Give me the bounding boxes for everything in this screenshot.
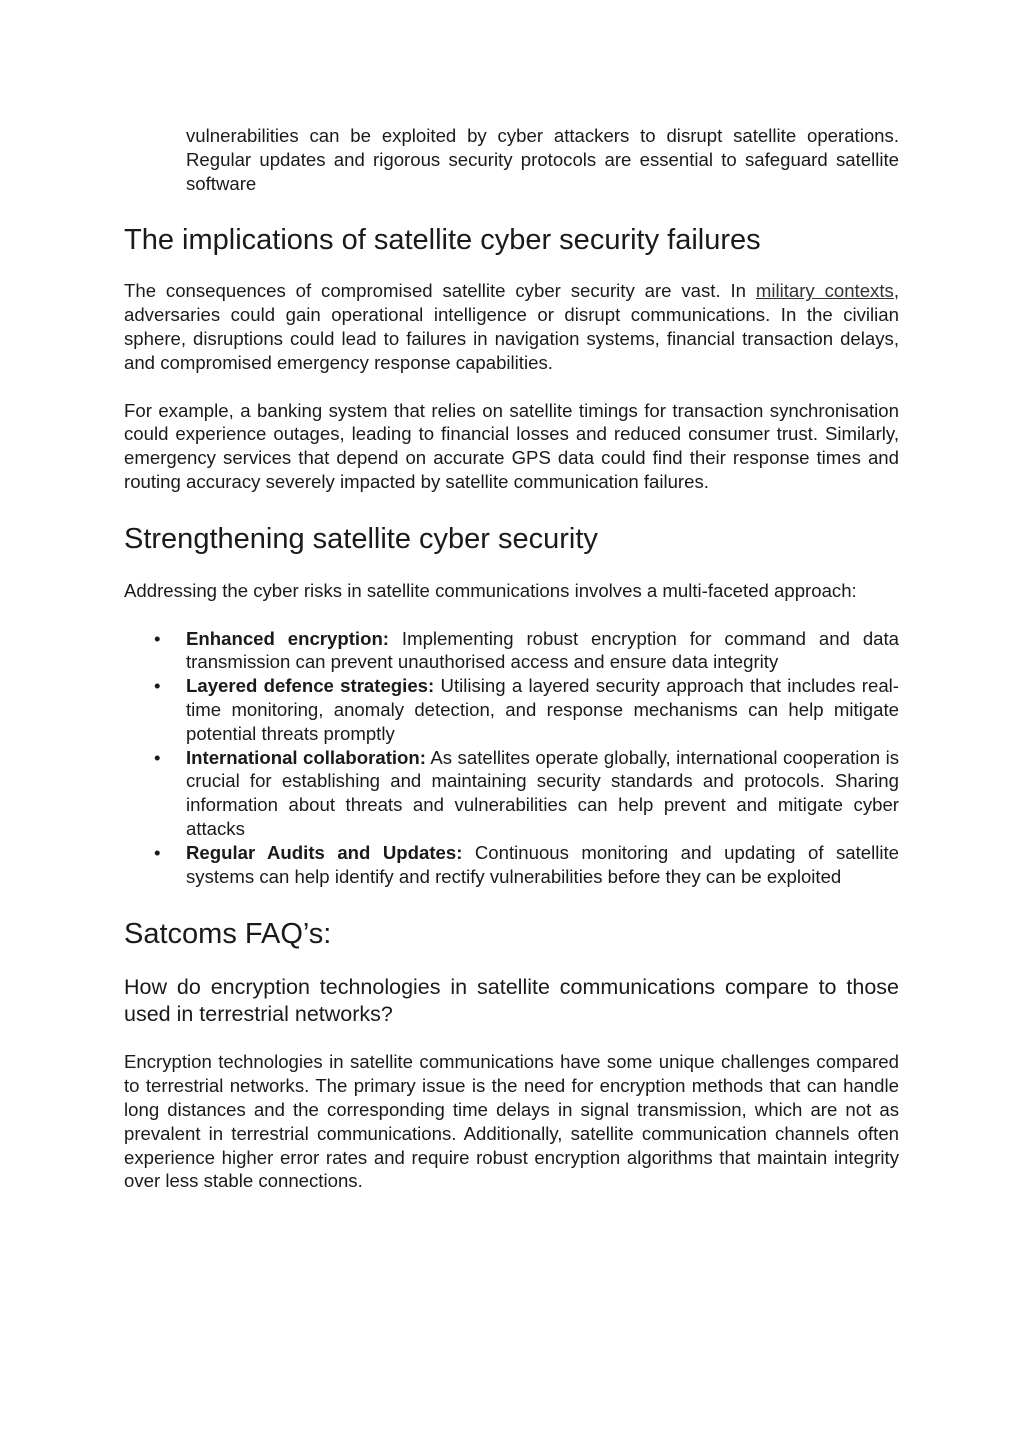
strengthening-heading: Strengthening satellite cyber security bbox=[124, 522, 598, 555]
faq-answer-paragraph: Encryption technologies in satellite communications have some unique challenges compared to terrestrial networks. The primary issue is the need for encryption methods that can handle long distances and the corresponding time delays in signal transmission, which are not as prevalent in terrestrial communications. Additionally, satellite communication channels often experience higher error rates and require robust encryption algorithms that maintain integrity over less stable connections. bbox=[124, 1051, 899, 1192]
list-item-text: Continuous monitoring and updating of satellite systems can help identify and rectify vulnerabilities before they can be exploited bbox=[186, 841, 899, 887]
list-item-title: Layered defence strategies: bbox=[186, 675, 435, 697]
strengthening-list bbox=[124, 627, 899, 889]
implications-p1-before: The consequences of compromised satellite cyber security are vast. In bbox=[124, 280, 756, 302]
list-item-text: Utilising a layered security approach that includes real-time monitoring, anomaly detection, and response mechanisms can help mitigate potential threats promptly bbox=[186, 675, 899, 744]
list-item-international-collaboration bbox=[124, 746, 899, 841]
list-item-title: Regular Audits and Updates: bbox=[186, 841, 463, 863]
intro-continuation-paragraph: vulnerabilities can be exploited by cyber attackers to disrupt satellite operations. Regular updates and rigorous security protocols are essential to safeguard satellite software bbox=[186, 125, 899, 194]
list-item-layered-defence bbox=[124, 674, 899, 745]
implications-p1-after: , adversaries could gain operational intelligence or disrupt communications. In the civilian sphere, disruptions could lead to failures in navigation systems, financial transaction delays, and compromised emergency response capabilities. bbox=[124, 280, 899, 373]
implications-heading: The implications of satellite cyber security failures bbox=[124, 224, 761, 257]
list-item-enhanced-encryption bbox=[124, 627, 899, 675]
list-item-regular-audits bbox=[124, 841, 899, 889]
list-item-title: International collaboration: bbox=[186, 746, 426, 768]
implications-paragraph-1 bbox=[124, 279, 899, 374]
faq-heading: Satcoms FAQ’s: bbox=[124, 918, 332, 951]
list-item-text: As satellites operate globally, international cooperation is crucial for establishing and maintaining security standards and protocols. Sharing information about threats and vulnerabilities can help prevent and mitigate cyber attacks bbox=[186, 746, 899, 839]
implications-paragraph-2: For example, a banking system that relies on satellite timings for transaction synchronisation could experience outages, leading to financial losses and reduced consumer trust. Similarly, emergency services that depend on accurate GPS data could find their response times and routing accuracy severely impacted by satellite communication failures. bbox=[124, 399, 899, 492]
document-page bbox=[124, 124, 899, 1193]
list-item-title: Enhanced encryption: bbox=[186, 627, 390, 649]
strengthening-intro-paragraph: Addressing the cyber risks in satellite communications involves a multi-faceted approach: bbox=[124, 579, 857, 601]
faq-question: How do encryption technologies in satellite communications compare to those used in terrestrial networks? bbox=[124, 975, 899, 1027]
list-item-text: Implementing robust encryption for command and data transmission can prevent unauthorised access and ensure data integrity bbox=[186, 627, 900, 673]
military-contexts-link[interactable]: military contexts bbox=[755, 280, 894, 302]
